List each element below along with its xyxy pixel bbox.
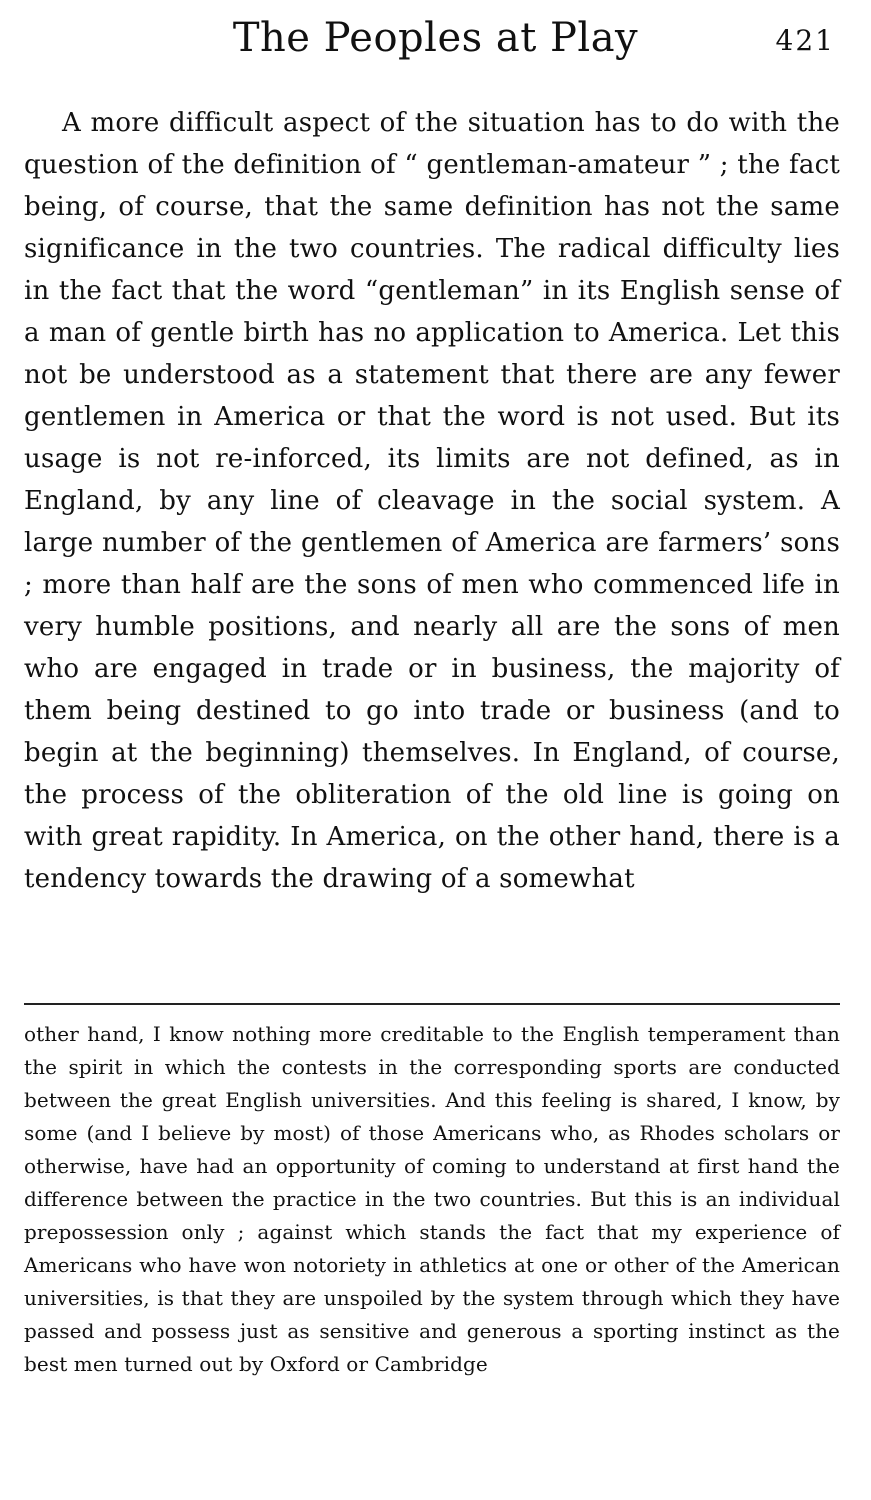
running-head — [0, 10, 871, 70]
footnote-text: other hand, I know nothing more creditable to the English temperament than the spirit in which the contests in the corresponding sports are conducted between the great English universities. And this feeling is shared, I know, by some (and I believe by most) of those Americans who, as Rhodes scholars or otherwise, have had an opportunity of coming to understand at first hand the difference between the practice in the two countries. But this is an individual prepossession only ; against which stands the fact that my experience of Americans who have won notoriety in athletics at one or other of the American universities, is that they are unspoiled by the system through which they have passed and possess just as sensitive and generous a sporting instinct as the best men turned out by Oxford or Cambridge — [24, 1022, 840, 1376]
page-number: 421 — [775, 24, 835, 57]
footnote-divider — [24, 1003, 840, 1005]
body-paragraph: A more difficult aspect of the situation has to do with the question of the definition of “ gentleman-amateur ” ; the fact being, of course, that the same definition has not the same significance in the two countries. The radical difficulty lies in the fact that the word “gentleman” in its English sense of a man of gentle birth has no application to America. Let this not be understood as a statement that there are any fewer gentlemen in America or that the word is not used. But its usage is not re-inforced, its limits are not defined, as in England, by any line of cleavage in the social system. A large number of the gentlemen of America are farmers’ sons ; more than half are the sons of men who commenced life in very humble positions, and nearly all are the sons of men who are engaged in trade or in business, the majority of them being destined to go into trade or business (and to begin at the beginning) themselves. In England, of course, the process of the obliteration of the old line is going on with great rapidity. In America, on the other hand, there is a tendency towards the drawing of a somewhat — [24, 108, 840, 894]
running-title: The Peoples at Play — [232, 15, 639, 61]
